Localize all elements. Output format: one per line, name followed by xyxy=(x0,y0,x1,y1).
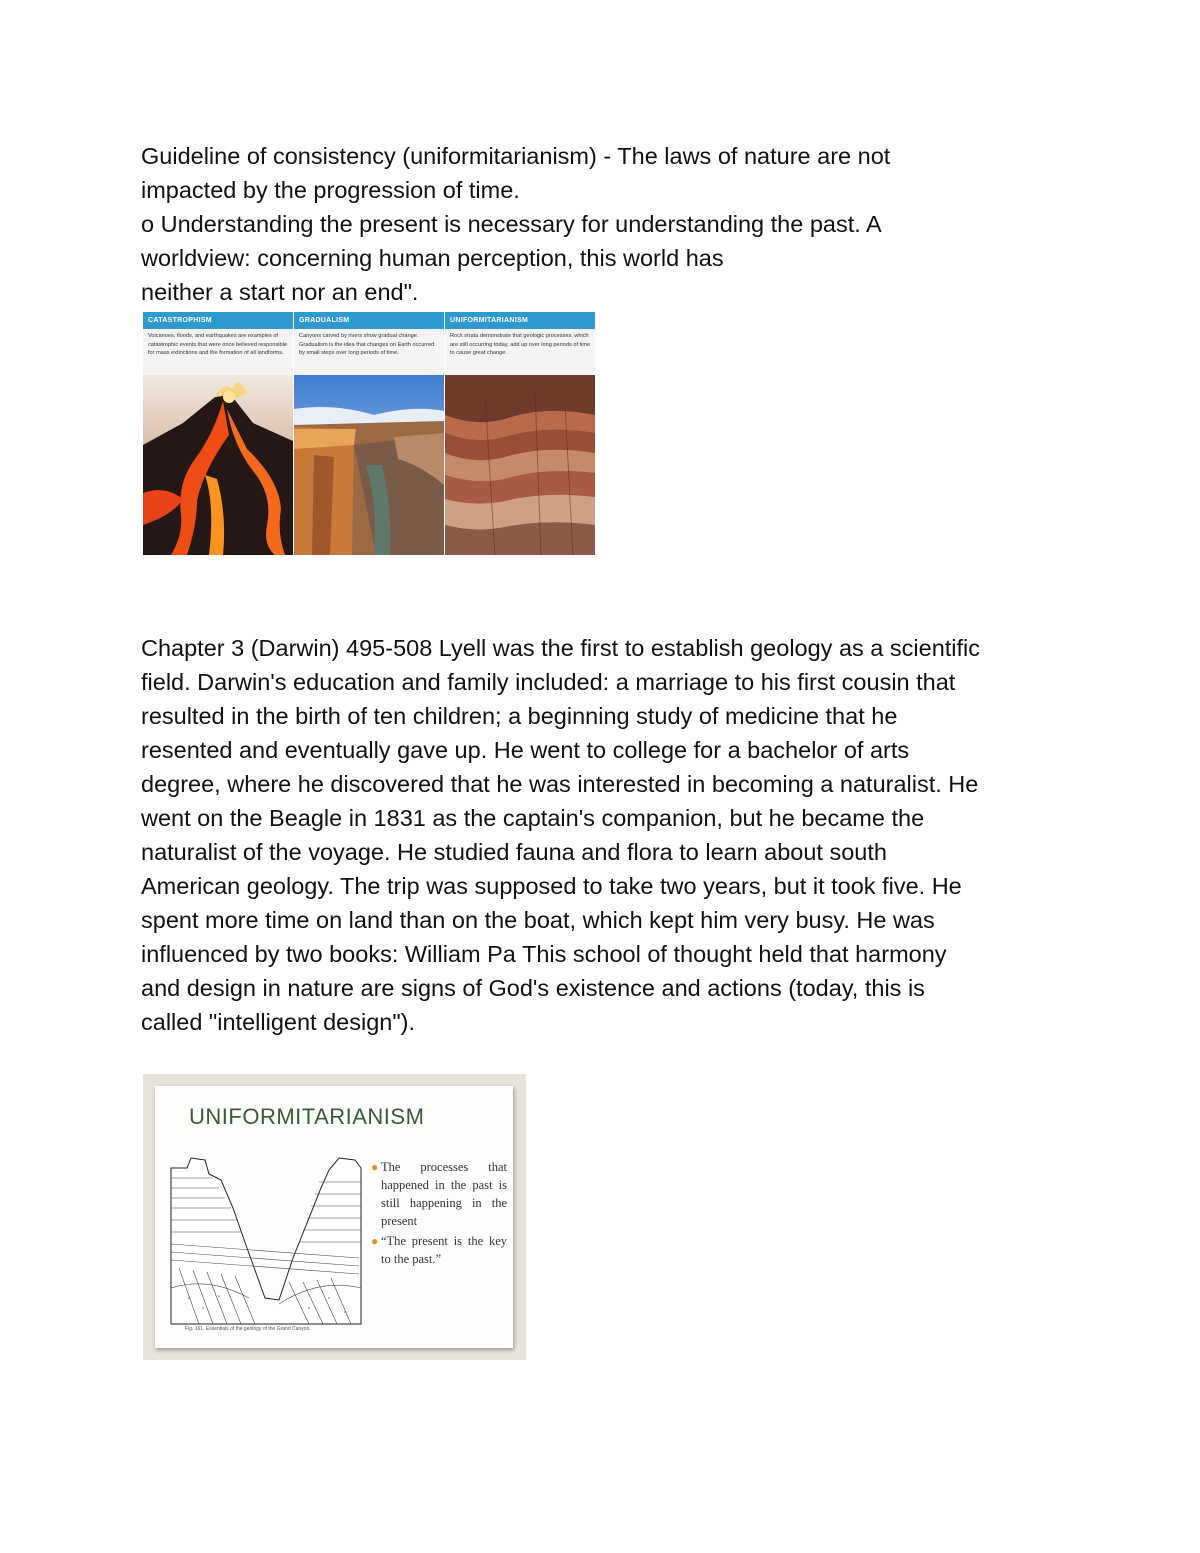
panel-header: CATASTROPHISM xyxy=(143,312,293,329)
text-line: American geology. The trip was supposed to take two years, but it took five. He xyxy=(141,873,962,899)
uniformitarianism-paragraph xyxy=(141,139,1071,309)
slide xyxy=(155,1086,513,1348)
grand-canyon-cross-section-diagram xyxy=(169,1148,365,1326)
text-line: o Understanding the present is necessary for understanding the past. A xyxy=(141,211,882,237)
darwin-paragraph xyxy=(141,631,1071,1039)
text-line: went on the Beagle in 1831 as the captain's companion, but he became the xyxy=(141,805,925,831)
text-line: resulted in the birth of ten children; a beginning study of medicine that he xyxy=(141,703,898,729)
panel-header: UNIFORMITARIANISM xyxy=(445,312,595,329)
volcano-lava-photo xyxy=(143,375,293,555)
slide-bullet-list xyxy=(371,1158,507,1270)
bullet-dot-icon: ● xyxy=(371,1234,379,1248)
panel-caption: Volcanoes, floods, and earthquakes are examples of catastrophic events that were once believed responsible for mass extinctions and the formation of all landforms. xyxy=(143,329,293,375)
text-line: field. Darwin's education and family included: a marriage to his first cousin that xyxy=(141,669,956,695)
text-line: neither a start nor an end". xyxy=(141,279,419,305)
text-line: naturalist of the voyage. He studied fauna and flora to learn about south xyxy=(141,839,887,865)
text-line: resented and eventually gave up. He went to college for a bachelor of arts xyxy=(141,737,910,763)
text-line: Guideline of consistency (uniformitarianism) - The laws of nature are not xyxy=(141,143,891,169)
figure-caption: Fig. 161. Essentials of the geology of the Grand Canyon. xyxy=(185,1326,311,1332)
text-line: influenced by two books: William Pa This school of thought held that harmony xyxy=(141,941,947,967)
text-line: called "intelligent design"). xyxy=(141,1009,416,1035)
gradualism-panel xyxy=(294,312,444,555)
rock-strata-photo xyxy=(445,375,595,555)
canyon-photo xyxy=(294,375,444,555)
text-line: spent more time on land than on the boat, which kept him very busy. He was xyxy=(141,907,935,933)
list-item: ● The processes that happened in the past is still happening in the present xyxy=(371,1160,507,1228)
text-line: and design in nature are signs of God's existence and actions (today, this is xyxy=(141,975,925,1001)
text-line: degree, where he discovered that he was interested in becoming a naturalist. He xyxy=(141,771,979,797)
panel-header: GRADUALISM xyxy=(294,312,444,329)
bullet-dot-icon: ● xyxy=(371,1160,379,1174)
text-line: worldview: concerning human perception, this world has xyxy=(141,245,724,271)
catastrophism-panel xyxy=(143,312,293,555)
geology-theories-infographic xyxy=(143,312,595,555)
uniformitarianism-slide-image xyxy=(143,1074,526,1360)
list-item: ● “The present is the key to the past.” xyxy=(371,1234,507,1266)
text-line: Chapter 3 (Darwin) 495-508 Lyell was the first to establish geology as a scientific xyxy=(141,635,981,661)
slide-title: UNIFORMITARIANISM xyxy=(189,1104,425,1129)
panel-caption: Rock strata demonstrate that geologic processes, which are still occurring today, add up over long periods of time to cause great change. xyxy=(445,329,595,375)
text-line: impacted by the progression of time. xyxy=(141,177,520,203)
panel-caption: Canyons carved by rivers show gradual change. Gradualism is the idea that changes on Earth occurred by small steps over long periods of time. xyxy=(294,329,444,375)
uniformitarianism-panel xyxy=(445,312,595,555)
